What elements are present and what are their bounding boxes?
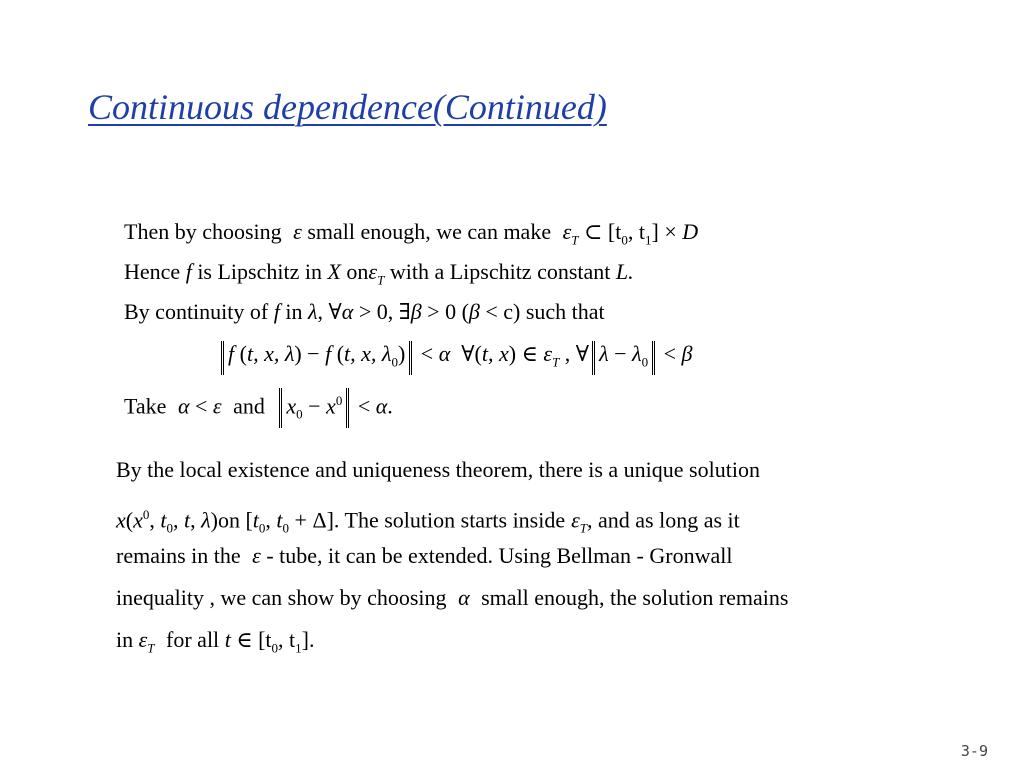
text: , t [278,627,296,652]
text: + Δ]. The solution starts inside [289,507,566,533]
text: , t [627,219,645,244]
block2-line4 [116,585,788,611]
constant-symbol: L. [615,259,634,284]
subscript: 0 [391,354,398,370]
text: Then by choosing [124,219,282,244]
subscript: 0 [296,406,303,422]
subscript: 1 [645,232,652,248]
epsilon-symbol: ε [212,393,222,419]
subscript: 0 [271,640,279,656]
lambda-symbol: λ [599,341,609,366]
alpha-symbol: α [341,299,354,324]
block2-line5 [116,627,315,661]
subscript: 1 [295,640,302,656]
text: small enough, the solution remains [481,585,789,610]
superscript: 0 [335,393,343,408]
x-symbol: x [133,507,143,533]
block1-line4-equation [218,341,692,375]
text: is Lipschitz in [197,259,322,284]
text: ⊂ [t [584,219,622,244]
function-symbol: f [325,341,332,366]
epsilon-symbol: ε [368,259,378,284]
block2-line3 [116,543,732,569]
text: t, x, λ [344,341,392,366]
text: , [190,507,202,533]
block2-line1 [116,457,760,483]
block1-line2 [124,259,634,293]
subscript: T [571,232,579,248]
subscript: 0 [166,520,173,536]
text: t, x, λ [246,341,295,366]
epsilon-symbol: ε [562,219,572,244]
text: t, x [481,341,509,366]
norm-expression [592,341,655,375]
slide-title: Continuous dependence(Continued) [88,87,607,127]
function-symbol: f [273,299,280,324]
text: < [415,341,439,366]
subscript: T [579,520,588,536]
set-symbol: X [327,259,341,284]
text: and [233,393,265,419]
text: ]. [301,627,315,652]
alpha-symbol: α [375,393,388,419]
text: in [285,299,303,324]
t-symbol: t [160,507,167,533]
text: , [265,507,277,533]
epsilon-symbol: ε [138,627,148,652]
text: ) ∈ [508,341,544,366]
text: - tube, it can be extended. Using Bellman - Gronwall [266,543,733,568]
lambda-symbol: λ [201,507,211,533]
text: Hence [124,259,181,284]
subscript: 0 [621,232,628,248]
subscript: T [147,640,155,656]
subscript: 0 [282,520,290,536]
function-symbol: f [228,341,235,366]
alpha-symbol: α [458,585,470,610]
t-symbol: t [183,507,191,533]
text: ) − [294,341,326,366]
text: ( [125,507,134,533]
text: in [116,627,134,652]
subscript: T [377,272,385,288]
x-symbol: x [116,507,126,533]
beta-symbol: β [410,299,422,324]
text: By the local existence and uniqueness theorem, there is a unique solution [116,457,760,482]
text: > 0, ∃ [358,299,411,324]
block1-line1 [124,219,698,253]
text: ( [234,341,247,366]
text: By continuity of [124,299,269,324]
text: , and as long as it [587,507,740,533]
text: ( [331,341,345,366]
domain-symbol: D [682,219,699,244]
block1-line5 [124,388,393,428]
text: with a Lipschitz constant [389,259,611,284]
text: ) [397,341,406,366]
text: , [172,507,184,533]
epsilon-symbol: ε [293,219,302,244]
lambda-symbol: λ [632,341,642,366]
superscript: 0 [142,507,150,522]
x-symbol: x [326,393,336,419]
text: < [352,393,376,419]
alpha-symbol: α [177,393,190,419]
epsilon-symbol: ε [571,507,580,533]
t-symbol: t [276,507,283,533]
block2-line2 [116,502,740,542]
text: − [608,341,633,366]
beta-symbol: β [468,299,480,324]
text: − [302,393,327,419]
function-symbol: f [185,259,192,284]
text: ∈ [t [230,627,272,652]
text: Take [124,393,167,419]
text: ∀( [450,341,482,366]
norm-expression [279,388,349,428]
text: for all [166,627,220,652]
x-symbol: x [286,393,297,419]
lambda-symbol: λ [307,299,318,324]
text: < [195,393,208,419]
text: inequality , we can show by choosing [116,585,447,610]
epsilon-symbol: ε [252,543,261,568]
text: small enough, we can make [307,219,552,244]
text: remains in the [116,543,241,568]
epsilon-symbol: ε [543,341,553,366]
norm-expression [221,341,412,375]
subscript: 0 [641,354,649,370]
page-number: 3-9 [960,742,988,760]
text: < c) such that [485,299,605,324]
text: , ∀ [317,299,342,324]
t-symbol: t [252,507,259,533]
text: )on [ [210,507,253,533]
alpha-symbol: α [438,341,451,366]
beta-symbol: β [681,341,693,366]
text: , [149,507,161,533]
subscript: 0 [258,520,266,536]
t-symbol: t [224,627,231,652]
text: > 0 ( [427,299,469,324]
text: . [387,393,393,419]
text: , ∀ [559,341,590,366]
text: < [658,341,682,366]
text: ] × [651,219,683,244]
block1-line3 [124,299,605,325]
text: on [346,259,369,284]
subscript: T [552,354,560,370]
